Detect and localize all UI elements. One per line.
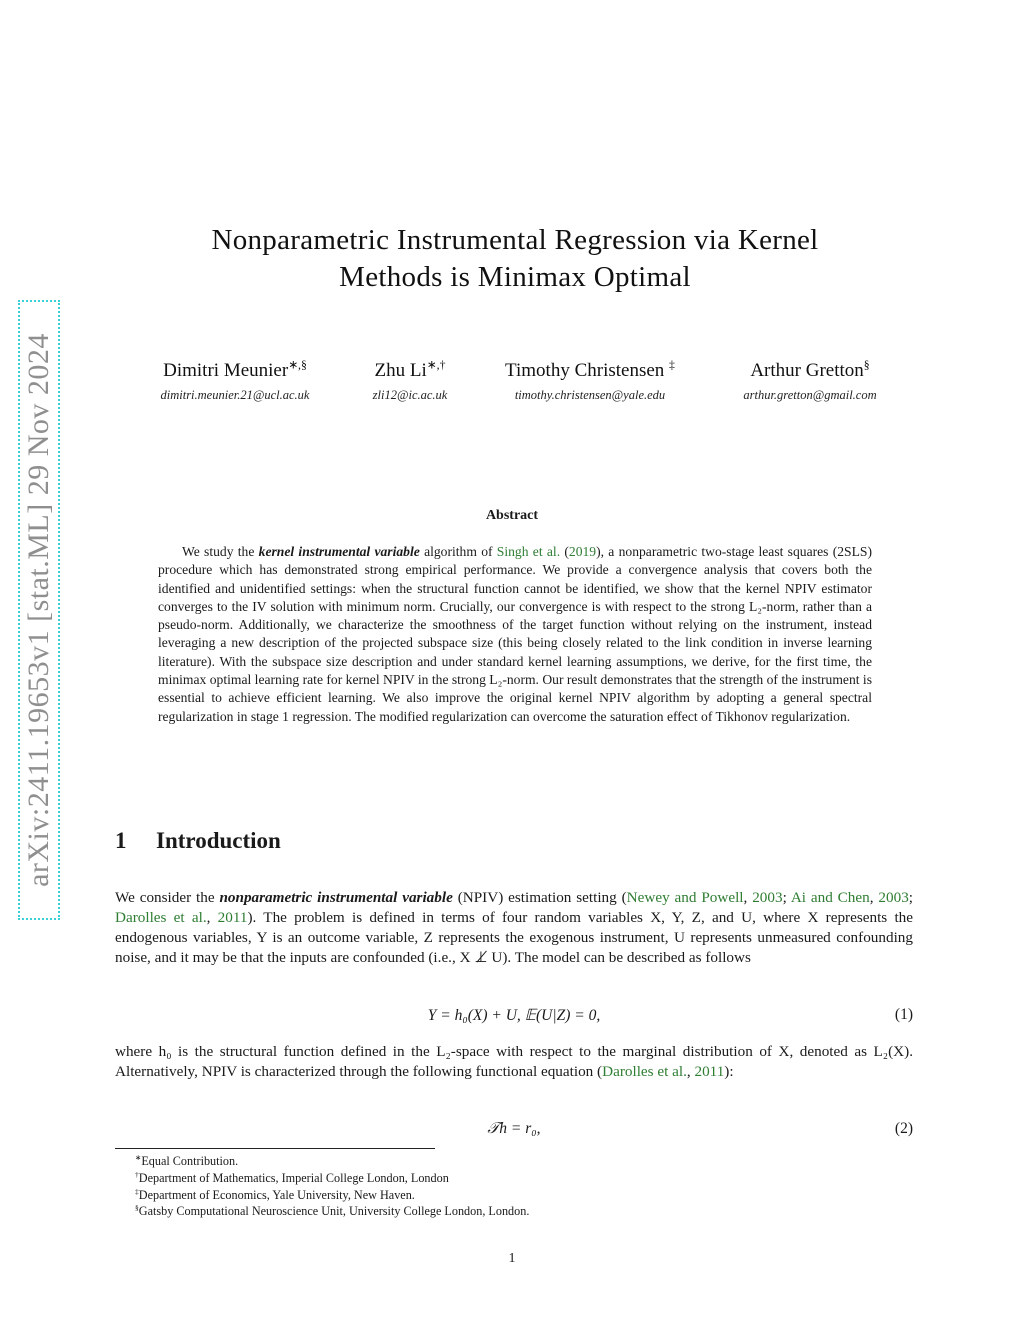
body-text: , (743, 889, 753, 906)
body-text: , (206, 909, 218, 926)
citation-link[interactable]: Darolles et al. (115, 909, 207, 926)
abstract-text: , a nonparametric two-stage least squares (2SLS) procedure which has demonstrated strong empirical performance. We provide a convergence analysis that covers both the identified and unidentified settings: when the structural function cannot be identified, we show that the kernel NPIV estimator converges to the IV solution with minimum norm. Crucially, our convergence is with respect to the strong L₂-norm, rather than a pseudo-norm. Additionally, we characterize the smoothness of the target function without relying on the instrument, instead leveraging a new description of the projected subspace size (this being closely related to the link condition in inverse learning literature). With the subspace size description and under standard kernel learning assumptions, we derive, for the first time, the minimax optimal learning rate for kernel NPIV in the strong L₂-norm. Our result demonstrates that the strength of the instrument is essential to achieve efficient learning. We also improve the original kernel NPIV algorithm by adopting a general spectral regularization in stage 1 regression. The modified regularization can overcome the saturation effect of Tikhonov regularization. (158, 544, 872, 724)
citation-year-link[interactable]: 2019 (568, 544, 597, 559)
body-text: where h₀ is the structural function defined in the L₂-space with respect to the marginal distribution of X, denoted as L₂(X). Alternatively, NPIV is characterized through the following functional equation ( (115, 1043, 913, 1080)
author-marks: ‡ (669, 358, 675, 372)
equation-content: Y = h₀(X) + U, 𝔼(U|Z) = 0, (427, 1007, 601, 1024)
author-marks: § (863, 358, 870, 372)
citation-year-link[interactable]: 2003 (752, 889, 783, 906)
footnotes (135, 1153, 529, 1220)
body-text: ; (782, 889, 791, 906)
equation-number: (1) (894, 1006, 913, 1023)
author-email: dimitri.meunier.21@ucl.ac.uk (160, 388, 310, 402)
abstract-text: We study the (182, 544, 259, 559)
citation-year-link[interactable]: 2011 (694, 1063, 725, 1080)
abstract-heading: Abstract (485, 508, 539, 523)
footnote (135, 1203, 529, 1220)
author-1 (120, 360, 350, 403)
paper-title-line1: Nonparametric Instrumental Regression via Kernel (211, 224, 819, 256)
author-email: arthur.gretton@gmail.com (743, 388, 877, 402)
body-text: , (686, 1063, 695, 1080)
equation-content: 𝒯h = r₀, (487, 1120, 541, 1137)
body-text: , (869, 889, 879, 906)
footnote-mark: † (135, 1169, 139, 1179)
body-text: ): (724, 1063, 734, 1080)
equation-number: (2) (894, 1120, 913, 1137)
author-4 (715, 360, 905, 403)
page-number: 1 (508, 1251, 516, 1266)
footnote-mark: ∗ (135, 1152, 142, 1162)
author-marks: ∗,§ (288, 358, 307, 372)
author-name: Timothy Christensen (505, 360, 665, 381)
author-email: zli12@ic.ac.uk (372, 388, 448, 402)
citation-link[interactable]: Singh et al. (496, 544, 561, 559)
footnote-text: Gatsby Computational Neuroscience Unit, University College London, London. (138, 1204, 530, 1219)
citation-link[interactable]: Ai and Chen (790, 889, 870, 906)
body-text: We consider the (115, 889, 220, 906)
author-2 (340, 360, 480, 403)
author-3 (490, 360, 690, 403)
footnote-rule (115, 1148, 435, 1149)
intro-paragraph-2 (115, 1042, 913, 1082)
abstract-text: algorithm of (419, 544, 497, 559)
section-heading (115, 828, 281, 854)
footnote (135, 1153, 529, 1170)
section-title: Introduction (156, 828, 281, 853)
author-list (120, 360, 920, 420)
intro-paragraph (115, 888, 913, 968)
footnote (135, 1187, 529, 1204)
arxiv-stamp (18, 300, 60, 920)
arxiv-stamp-text: arXiv:2411.19653v1 [stat.ML] 29 Nov 2024 (22, 333, 55, 887)
author-email: timothy.christensen@yale.edu (514, 388, 666, 402)
abstract-body: We study the kernel instrumental variable algorithm of Singh et al. (2019), a nonparametric two-stage least squares (2SLS) procedure which has demonstrated strong empirical performance. We provide a convergence analysis that covers both the identified and unidentified settings: when the structural function cannot be identified, we show that the kernel NPIV estimator converges to the IV solution with minimum norm. Crucially, our convergence is with respect to the strong L₂-norm, rather than a pseudo-norm. Additionally, we characterize the smoothness of the target function without relying on the instrument, instead leveraging a new description of the projected subspace size (this being closely related to the link condition in inverse learning literature). With the subspace size description and under standard kernel learning assumptions, we derive, for the first time, the minimax optimal learning rate for kernel NPIV in the strong L₂-norm. Our result demonstrates that the strength of the instrument is essential to achieve efficient learning. We also improve the original kernel NPIV algorithm by adopting a general spectral regularization in stage 1 regression. The modified regularization can overcome the saturation effect of Tikhonov regularization. (158, 544, 872, 724)
abstract-emphasis: kernel instrumental variable (258, 544, 420, 559)
author-marks: ∗,† (426, 358, 446, 372)
section-number: 1 (115, 828, 127, 853)
footnote-text: Department of Economics, Yale University, New Haven. (138, 1187, 415, 1202)
equation-1 (115, 1006, 913, 1028)
body-text: ). The problem is defined in terms of four random variables X, Y, Z, and U, where X represents the endogenous variables, Y is an outcome variable, Z represents the exogenous instrument, U represents unmeasured confounding noise, and it may be that the inputs are confounded (i.e., X ⊥̸ U). The model can be described as follows (115, 909, 913, 966)
equation-2 (115, 1120, 913, 1142)
body-text: (NPIV) estimation setting ( (452, 889, 627, 906)
footnote-mark: § (135, 1203, 139, 1213)
body-emphasis: nonparametric instrumental variable (219, 889, 453, 906)
body-text: ; (908, 889, 914, 906)
footnote (135, 1170, 529, 1187)
paper-title (150, 222, 880, 296)
author-name: Zhu Li (374, 360, 427, 381)
citation-link[interactable]: Darolles et al. (602, 1063, 687, 1080)
footnote-text: Department of Mathematics, Imperial College London, London (138, 1170, 449, 1185)
paper-title-line2: Methods is Minimax Optimal (339, 261, 691, 293)
citation-link[interactable]: Newey and Powell (626, 889, 744, 906)
citation-year-link[interactable]: 2003 (878, 889, 909, 906)
footnote-mark: ‡ (135, 1186, 139, 1196)
citation-year-link[interactable]: 2011 (217, 909, 248, 926)
footnote-text: Equal Contribution. (141, 1154, 239, 1168)
author-name: Arthur Gretton (750, 360, 864, 381)
author-name: Dimitri Meunier (163, 360, 289, 381)
